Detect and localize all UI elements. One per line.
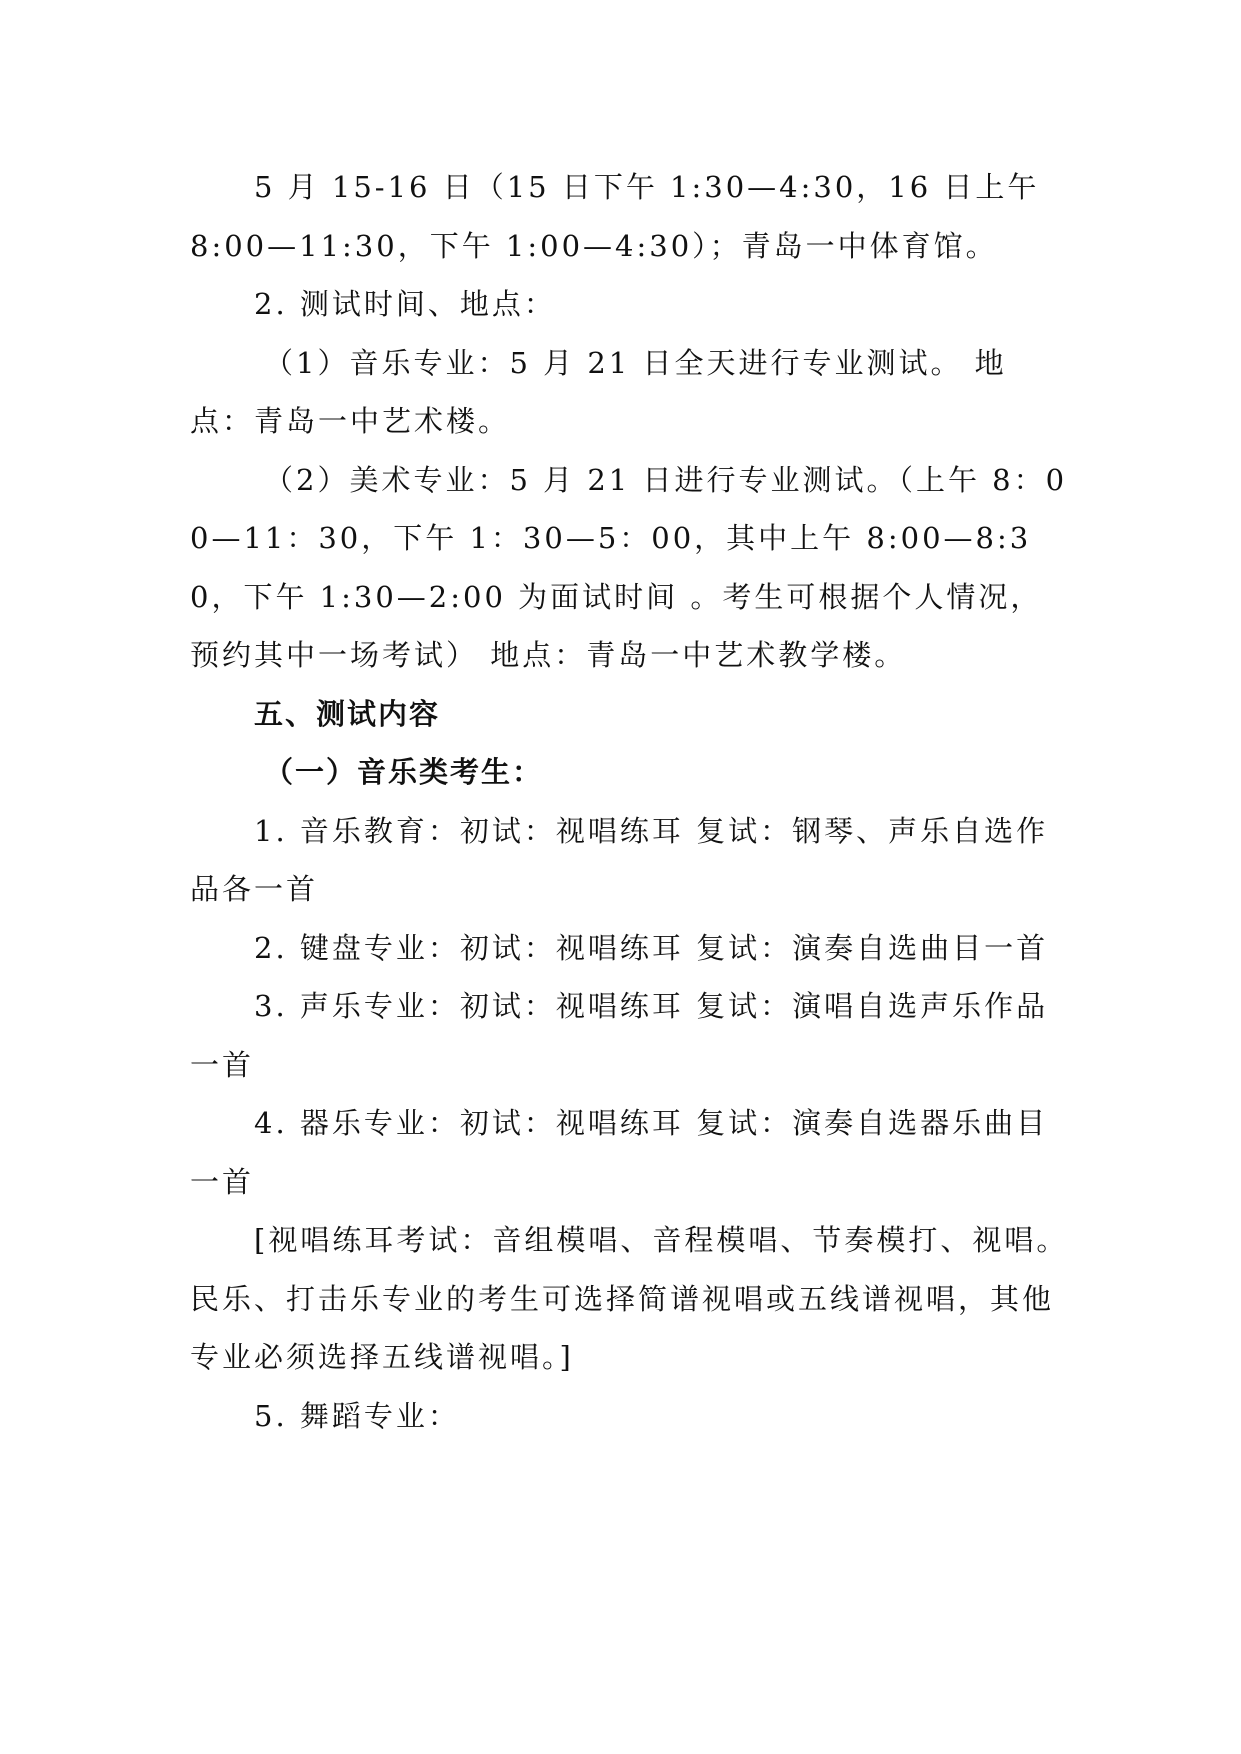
- paragraph-music-major: （1）音乐专业：5 月 21 日全天进行专业测试。 地点：青岛一中艺术楼。: [190, 345, 1007, 438]
- list-item-vocal-major: 3. 声乐专业：初试：视唱练耳 复试：演唱自选声乐作品一首: [190, 989, 1049, 1082]
- list-item-dance-major: 5. 舞蹈专业：: [254, 1398, 460, 1433]
- paragraph-solfeggio-note: [视唱练耳考试：音组模唱、音程模唱、节奏模打、视唱。民乐、打击乐专业的考生可选择简谱视唱或五线谱视唱，其他专业必须选择五线谱视唱。]: [190, 1223, 1069, 1374]
- list-item-keyboard-major: 2. 键盘专业：初试：视唱练耳 复试：演奏自选曲目一首: [254, 930, 1049, 965]
- list-item-instrumental-major: 4. 器乐专业：初试：视唱练耳 复试：演奏自选器乐曲目一首: [190, 1106, 1049, 1199]
- document-page: [190, 158, 1070, 1445]
- list-item-music-education: 1. 音乐教育：初试：视唱练耳 复试：钢琴、声乐自选作品各一首: [190, 813, 1049, 906]
- section-heading-test-content: 五、测试内容: [254, 696, 441, 731]
- subsection-heading-music-candidates: （一）音乐类考生：: [264, 755, 544, 789]
- paragraph-test-time-place: 2. 测试时间、地点：: [254, 287, 556, 321]
- paragraph-schedule-venue: 5 月 15-16 日（15 日下午 1:30—4:30，16 日上午 8:00—11:30，下午 1:00—4:30）；青岛一中体育馆。: [190, 170, 1040, 263]
- paragraph-art-major: （2）美术专业：5 月 21 日进行专业测试。（上午 8：00—11：30，下午 1：30—5：00，其中上午 8:00—8:30，下午 1:30—2:00 为面试时间 。考生可根据个人情况，预约其中一场考试） 地点：青岛一中艺术教学楼。: [190, 462, 1068, 672]
